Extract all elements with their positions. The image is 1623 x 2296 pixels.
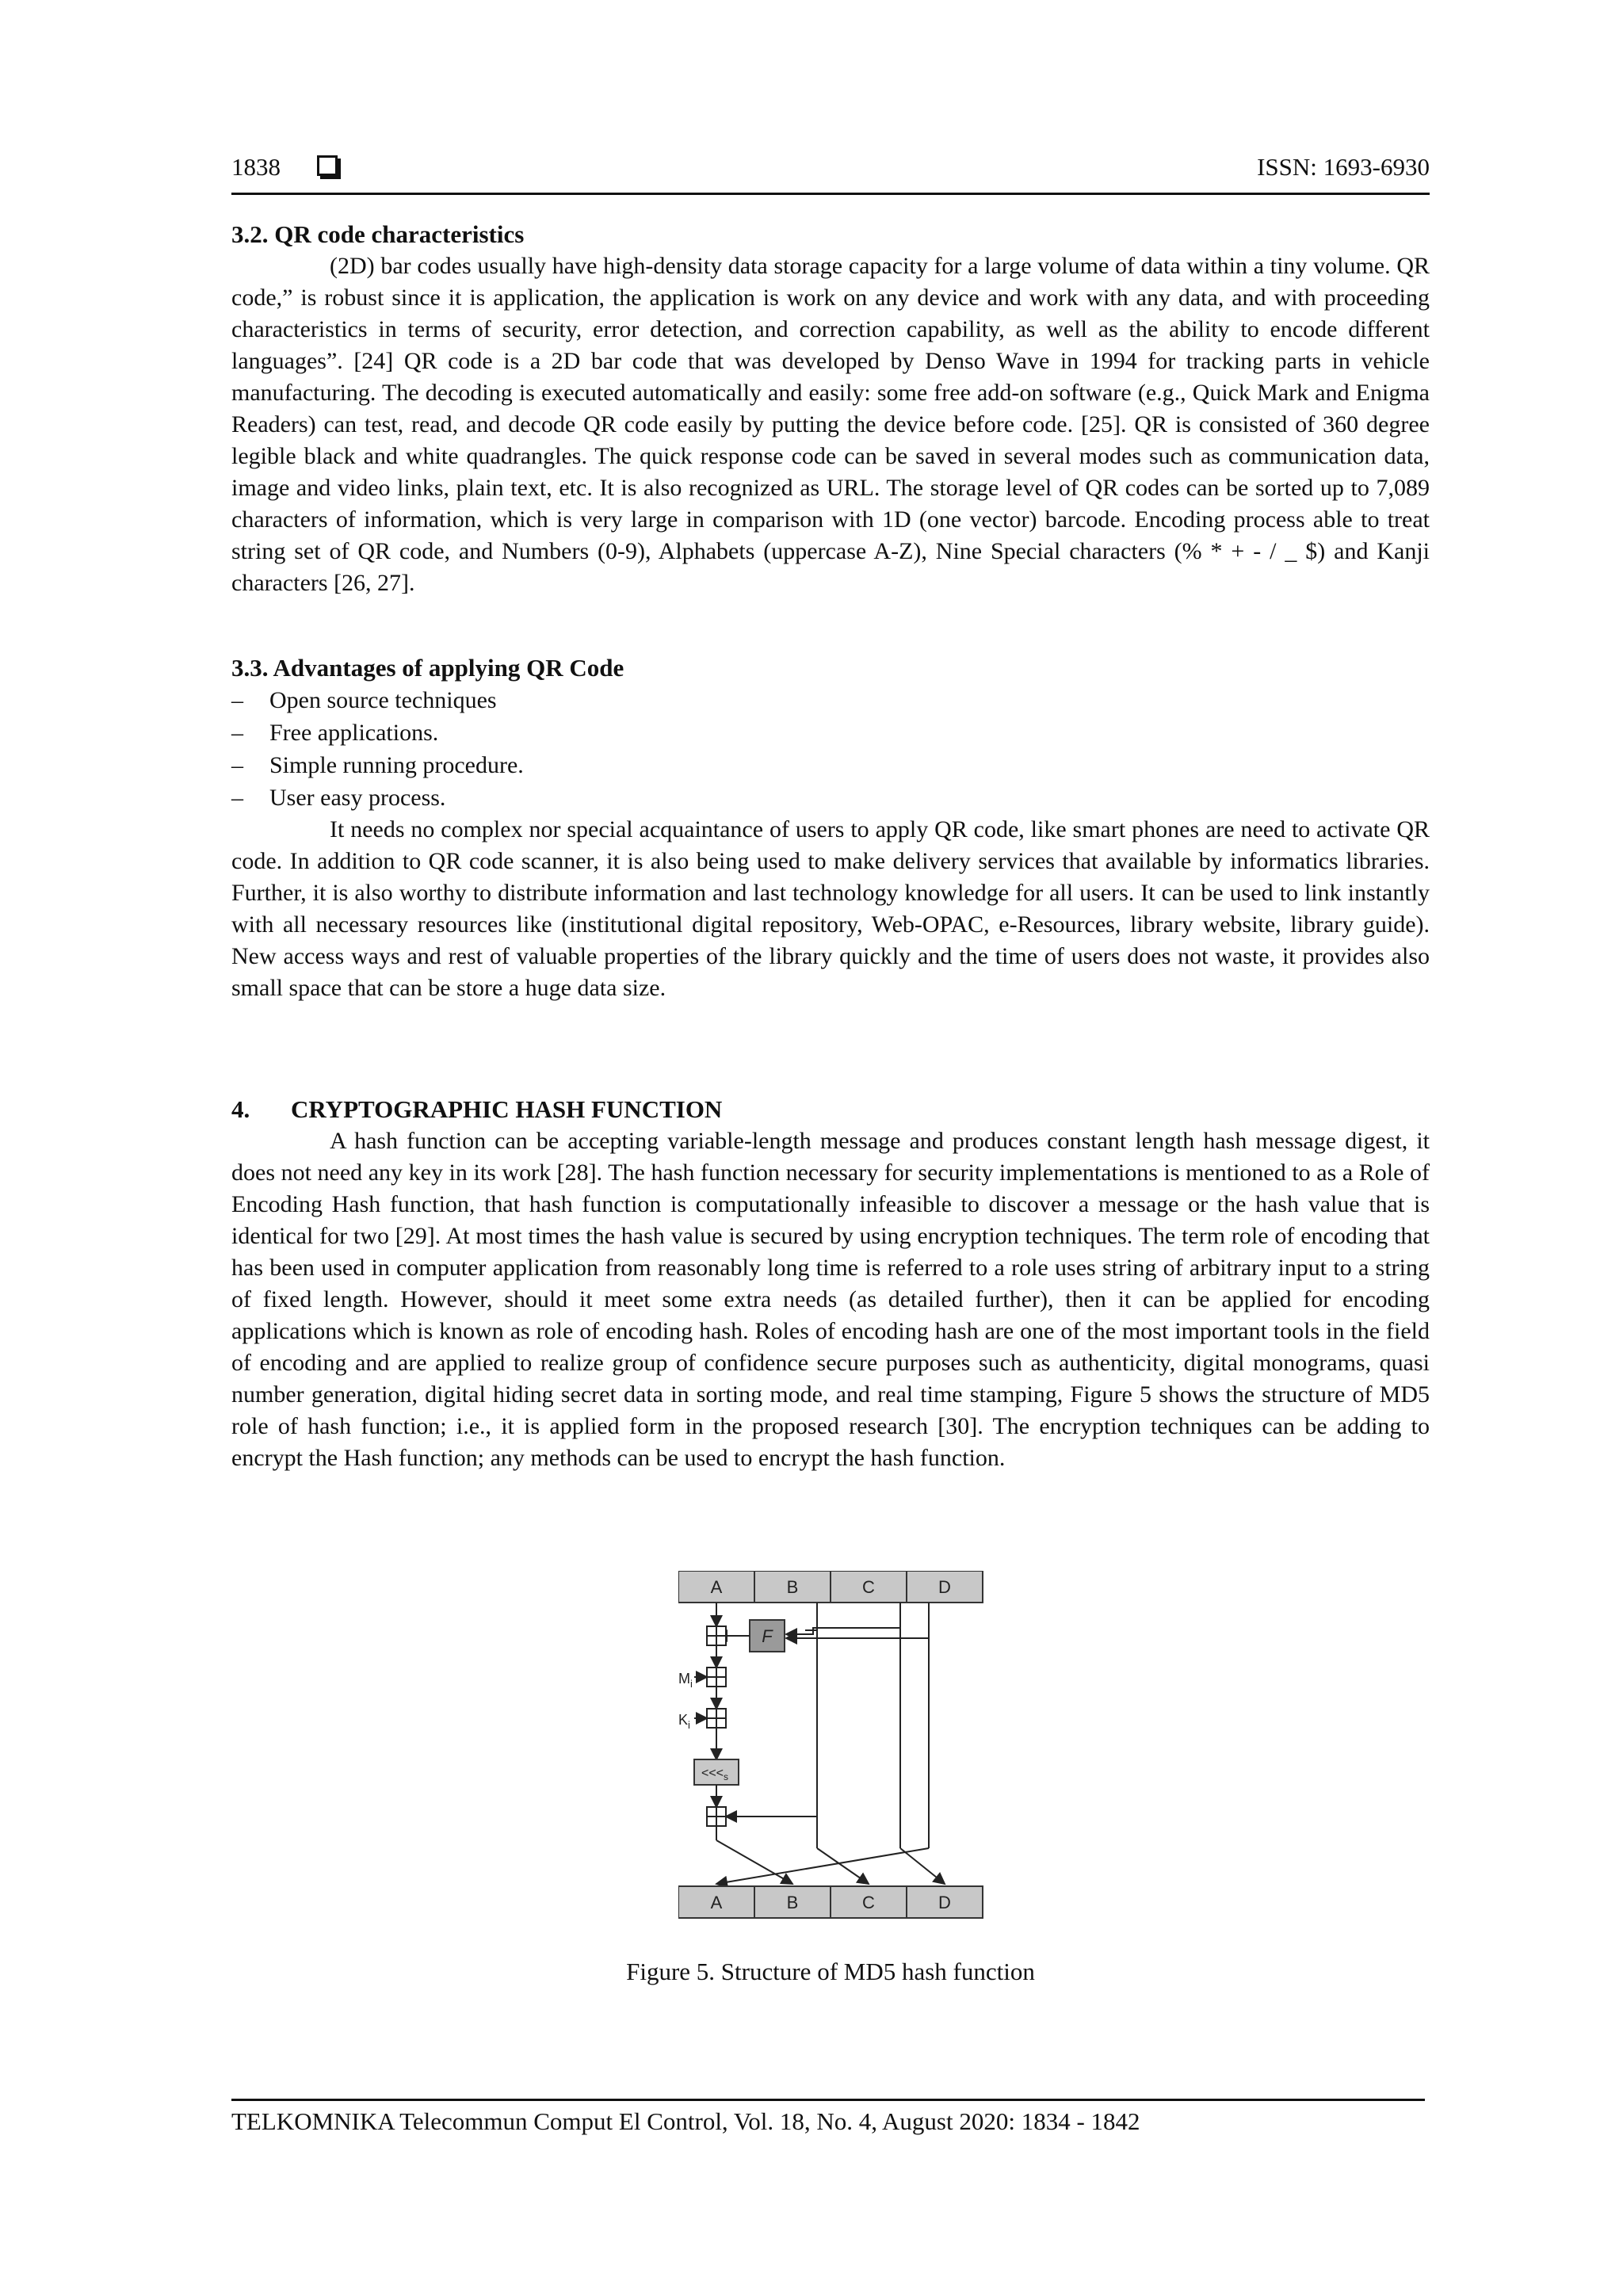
f-function-box <box>750 1620 785 1652</box>
svg-text:Ki <box>678 1712 690 1731</box>
top-label-d: D <box>938 1577 951 1597</box>
list-item: – Free applications. <box>231 716 1430 749</box>
bottom-label-a: A <box>710 1893 723 1912</box>
top-label-a: A <box>710 1577 723 1597</box>
bottom-label-b: B <box>786 1893 799 1912</box>
page-footer: TELKOMNIKA Telecommun Comput El Control, Vol. 18, No. 4, August 2020: 1834 - 1842 <box>231 2099 1425 2136</box>
list-item: – Simple running procedure. <box>231 749 1430 781</box>
section-paragraph: It needs no complex nor special acquaintance of users to apply QR code, like smart phones are need to activate QR code. In addition to QR code scanner, it is also being used to make delivery services that available by informatics libraries. Further, it is also worthy to distribute information and last technology knowledge for all users. It can be used to link instantly with all necessary resources like (institutional digital repository, Web-OPAC, e-Resources, library website, library guide). New access ways and rest of valuable properties of the library quickly and the time of users does not waste, it provides also small space that can be store a huge data size. <box>231 816 1430 1001</box>
constant-input <box>678 1712 707 1731</box>
page-number: 1838 <box>231 153 281 181</box>
section-paragraph: (2D) bar codes usually have high-density data storage capacity for a large volume of data within a tiny volume. QR code,” is robust since it is application, the application is work on any device and work with any data, and with proceeding characteristics in terms of security, error detection, and correction capability, as well as the ability to encode different languages”. [24] QR code is a 2D bar code that was developed by Denso Wave in 1994 for tracking parts in vehicle manufacturing. The decoding is executed automatically and easily: some free add-on software (e.g., Quick Mark and Enigma Readers) can test, read, and decode QR code easily by putting the device before code. [25]. QR is consisted of 360 degree legible black and white quadrangles. The quick response code can be saved in several modes such as communication data, image and video links, plain text, etc. It is also recognized as URL. The storage level of QR codes can be sorted up to 7,089 characters of information, which is very large in comparison with 1D (one vector) barcode. Encoding process able to treat string set of QR code, and Numbers (0-9), Alphabets (uppercase A-Z), Nine Special characters (% * + - / _ $) and Kanji characters [26, 27]. <box>231 253 1430 596</box>
rotate-box <box>694 1759 739 1785</box>
bottom-label-c: C <box>862 1893 875 1912</box>
m-label: M <box>678 1671 690 1687</box>
bottom-label-d: D <box>938 1893 951 1912</box>
section-4 <box>231 1094 1430 1474</box>
top-label-b: B <box>786 1577 799 1597</box>
list-item: – Open source techniques <box>231 684 1430 716</box>
section-heading: 3.3. Advantages of applying QR Code <box>231 654 624 682</box>
figure-caption: Figure 5. Structure of MD5 hash function <box>626 1958 1035 1985</box>
top-label-c: C <box>862 1577 875 1597</box>
advantages-list <box>231 684 1430 814</box>
issn: ISSN: 1693-6930 <box>1257 153 1430 181</box>
section-heading: 3.2. QR code characteristics <box>231 220 525 248</box>
section-title: CRYPTOGRAPHIC HASH FUNCTION <box>291 1095 723 1123</box>
m-subscript: i <box>690 1678 693 1690</box>
top-register <box>678 1571 983 1603</box>
section-number: 4. <box>231 1095 250 1123</box>
k-subscript: i <box>688 1719 690 1731</box>
section-3-2 <box>231 219 1430 599</box>
f-label: F <box>762 1626 773 1646</box>
square-bullet-icon <box>317 155 338 176</box>
list-item: – User easy process. <box>231 781 1430 814</box>
rotate-subscript: s <box>724 1771 729 1782</box>
section-heading <box>231 1094 1430 1125</box>
section-paragraph: A hash function can be accepting variable-length message and produces constant length hash message digest, it does not need any key in its work [28]. The hash function necessary for security implementations is mentioned to as a Role of Encoding Hash function, that hash function is computationally infeasible to discover a message or the hash value that is identical for two [29]. At most times the hash value is secured by using encryption techniques. The term role of encoding that has been used in computer application from reasonably long time is referred to a role uses string of arbitrary input to a string of fixed length. However, should it meet some extra needs (as detailed further), then it can be applied for encoding applications which is known as role of encoding hash. Roles of encoding hash are one of the most important tools in the field of encoding and are applied to realize group of confidence secure purposes such as authenticity, digital monograms, quasi number generation, digital hiding secret data in sorting mode, and real time stamping, Figure 5 shows the structure of MD5 role of hash function; i.e., it is applied form in the proposed research [30]. The encryption techniques can be adding to encrypt the Hash function; any methods can be used to encrypt the hash function. <box>231 1128 1430 1471</box>
svg-text:Mi <box>678 1671 693 1690</box>
bottom-register <box>678 1886 983 1918</box>
k-label: K <box>678 1712 689 1728</box>
section-3-3 <box>231 652 1430 1004</box>
message-input <box>678 1671 707 1690</box>
page-header <box>231 153 1430 195</box>
md5-diagram <box>678 1571 995 1937</box>
rotate-label: <<< <box>701 1767 724 1780</box>
